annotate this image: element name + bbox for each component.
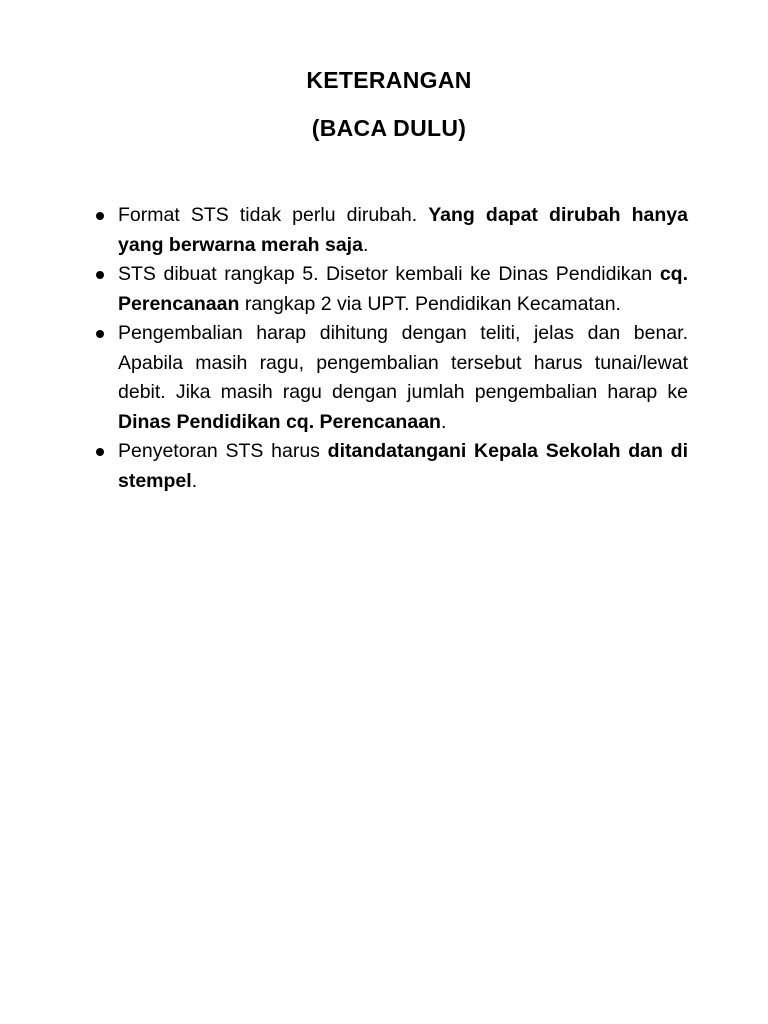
notes-list (90, 201, 688, 496)
note-segment-bold: ditandatangani Kepala Sekolah dan di stempel (118, 440, 688, 492)
document-subtitle: (BACA DULU) (311, 115, 467, 141)
note-segment-bold: cq. Perencanaan (118, 263, 688, 315)
note-segment: STS dibuat rangkap 5. Disetor kembali ke Dinas Pendidikan (118, 263, 660, 285)
note-segment-bold: Yang dapat dirubah hanya yang berwarna merah saja (118, 204, 688, 256)
document-title: KETERANGAN (306, 67, 472, 93)
note-segment: . (440, 410, 447, 433)
note-segment: Pengembalian harap dihitung dengan teliti, jelas dan benar. Apabila masih ragu, pengembalian tersebut harus tunai/lewat debit. Jika masih ragu dengan jumlah pengembalian harap ke (118, 322, 688, 403)
bullet-icon (96, 330, 104, 338)
note-segment-bold: Dinas Pendidikan cq. Perencanaan (118, 410, 441, 433)
bullet-icon (96, 448, 104, 456)
note-item (90, 260, 688, 319)
note-text (118, 204, 688, 256)
note-text (118, 322, 688, 433)
note-text (118, 440, 688, 492)
note-segment: rangkap 2 via UPT. Pendidikan Kecamatan. (239, 292, 621, 315)
note-item (90, 319, 688, 437)
note-segment: Penyetoran STS harus (118, 440, 328, 462)
note-item (90, 201, 688, 260)
note-segment: Format STS tidak perlu dirubah. (118, 204, 429, 226)
note-segment: . (191, 469, 198, 492)
note-item (90, 437, 688, 496)
bullet-icon (96, 271, 104, 279)
bullet-icon (96, 212, 104, 220)
note-text (118, 263, 688, 315)
note-segment: . (362, 233, 369, 256)
